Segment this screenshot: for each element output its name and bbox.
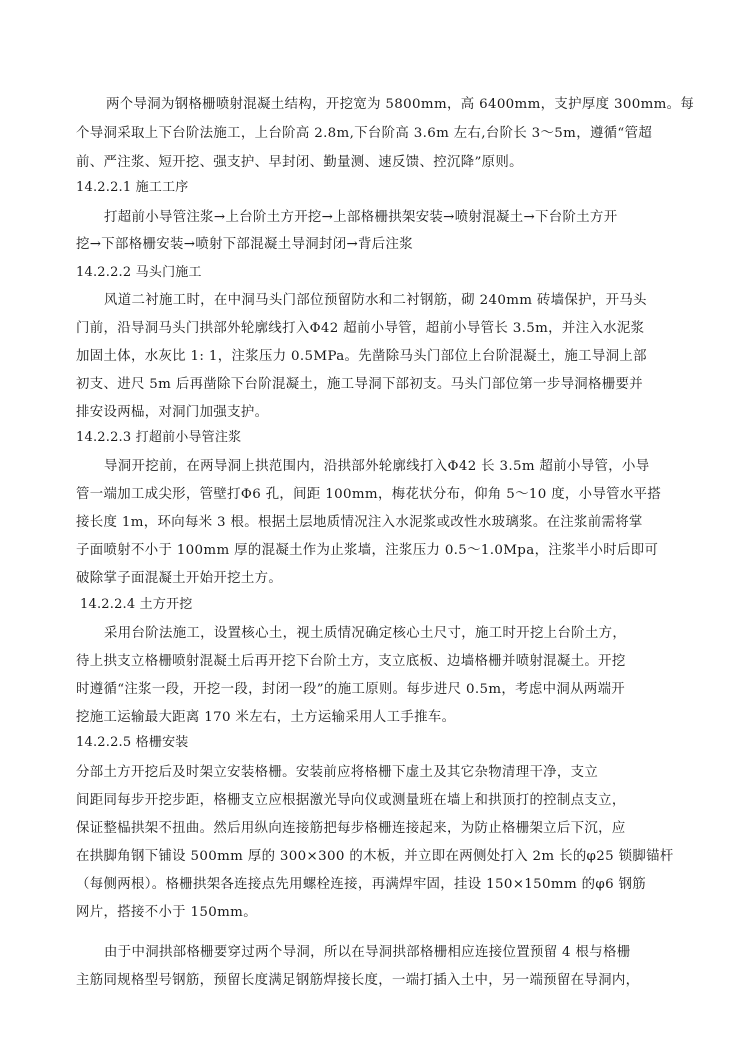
paragraph-horsehead-line-3: 加固土体，水灰比 1: 1，注浆压力 0.5MPa。先凿除马头门部位上台阶混凝土，施工导洞上部 bbox=[76, 349, 647, 364]
paragraph-grid-install-line-4: 在拱脚角钢下铺设 500mm 厚的 300×300 的木板，并立即在两侧处打入 2m 长的φ25 锁脚锚杆 bbox=[76, 849, 674, 864]
paragraph-pipe-grouting-line-1: 导洞开挖前，在两导洞上拱范围内，沿拱部外轮廓线打入Φ42 长 3.5m 超前小导管，小导 bbox=[104, 459, 650, 474]
paragraph-horsehead-line-5: 排安设两榀，对洞门加强支护。 bbox=[76, 405, 269, 420]
section-heading-14-2-2-3: 14.2.2.3 打超前小导管注浆 bbox=[76, 430, 242, 445]
paragraph-intro-line-1: 两个导洞为钢格栅喷射混凝土结构，开挖宽为 5800mm，高 6400mm，支护厚度 300mm。每 bbox=[106, 97, 695, 112]
paragraph-grid-install-line-6: 网片，搭接不小于 150mm。 bbox=[76, 905, 257, 920]
paragraph-excavation-line-4: 挖施工运输最大距离 170 米左右，土方运输采用人工手推车。 bbox=[76, 710, 456, 725]
section-heading-14-2-2-5: 14.2.2.5 格栅安装 bbox=[76, 735, 189, 750]
paragraph-horsehead-line-1: 风道二衬施工时，在中洞马头门部位预留防水和二衬钢筋，砌 240mm 砖墙保护，开马头 bbox=[104, 293, 647, 308]
paragraph-grid-install-line-3: 保证整榀拱架不扭曲。然后用纵向连接筋把每步格栅连接起来，为防止格栅架立后下沉，应 bbox=[76, 821, 626, 836]
paragraph-excavation-line-1: 采用台阶法施工，设置核心土，视土质情况确定核心土尺寸，施工时开挖上台阶土方， bbox=[104, 626, 627, 641]
section-heading-14-2-2-1: 14.2.2.1 施工工序 bbox=[76, 180, 189, 195]
paragraph-pipe-grouting-line-3: 接长度 1m，环向每米 3 根。根据土层地质情况注入水泥浆或改性水玻璃浆。在注浆前需将掌 bbox=[76, 515, 643, 530]
paragraph-intro-line-3: 前、严注浆、短开挖、强支护、早封闭、勤量测、速反馈、控沉降”原则。 bbox=[76, 155, 523, 170]
section-heading-14-2-2-4: 14.2.2.4 土方开挖 bbox=[80, 597, 193, 612]
paragraph-pipe-grouting-line-4: 子面喷射不小于 100mm 厚的混凝土作为止浆墙，注浆压力 0.5～1.0Mpa，注浆半小时后即可 bbox=[76, 543, 659, 558]
paragraph-horsehead-line-2: 门前，沿导洞马头门拱部外轮廓线打入Φ42 超前小导管，超前小导管长 3.5m，并注入水泥浆 bbox=[76, 321, 645, 336]
paragraph-intro-line-2: 个导洞采取上下台阶法施工，上台阶高 2.8m,下台阶高 3.6m 左右,台阶长 3～5m，遵循“管超 bbox=[76, 126, 653, 141]
paragraph-grid-install-line-1: 分部土方开挖后及时架立安装格栅。安装前应将格栅下虚土及其它杂物清理干净，支立 bbox=[76, 765, 599, 780]
paragraph-pipe-grouting-line-5: 破除掌子面混凝土开始开挖土方。 bbox=[76, 571, 283, 586]
paragraph-excavation-line-3: 时遵循“注浆一段，开挖一段，封闭一段”的施工原则。每步进尺 0.5m，考虑中洞从两端开 bbox=[76, 682, 626, 697]
paragraph-procedure-line-1: 打超前小导管注浆→上台阶土方开挖→上部格栅拱架安装→喷射混凝土→下台阶土方开 bbox=[104, 210, 618, 225]
paragraph-procedure-line-2: 挖→下部格栅安装→喷射下部混凝土导洞封闭→背后注浆 bbox=[76, 237, 414, 252]
paragraph-grid-install-line-2: 间距同每步开挖步距，格栅支立应根据激光导向仪或测量班在墙上和拱顶打的控制点支立， bbox=[76, 793, 626, 808]
paragraph-grid-install-line-5: （每侧两根）。格栅拱架各连接点先用螺栓连接，再满焊牢固，挂设 150×150mm 的φ6 钢筋 bbox=[76, 877, 647, 892]
paragraph-middle-tunnel-line-2: 主筋同规格型号钢筋，预留长度满足钢筋焊接长度，一端打插入土中，另一端预留在导洞内， bbox=[76, 973, 640, 988]
paragraph-pipe-grouting-line-2: 管一端加工成尖形，管壁打Φ6 孔，间距 100mm，梅花状分布，仰角 5～10 度，小导管水平搭 bbox=[76, 487, 662, 502]
paragraph-middle-tunnel-line-1: 由于中洞拱部格栅要穿过两个导洞，所以在导洞拱部格栅相应连接位置预留 4 根与格栅 bbox=[104, 945, 631, 960]
paragraph-excavation-line-2: 待上拱支立格栅喷射混凝土后再开挖下台阶土方，支立底板、边墙格栅并喷射混凝土。开挖 bbox=[76, 654, 626, 669]
section-heading-14-2-2-2: 14.2.2.2 马头门施工 bbox=[76, 265, 202, 280]
paragraph-horsehead-line-4: 初支、进尺 5m 后再凿除下台阶混凝土，施工导洞下部初支。马头门部位第一步导洞格栅要并 bbox=[76, 377, 644, 392]
